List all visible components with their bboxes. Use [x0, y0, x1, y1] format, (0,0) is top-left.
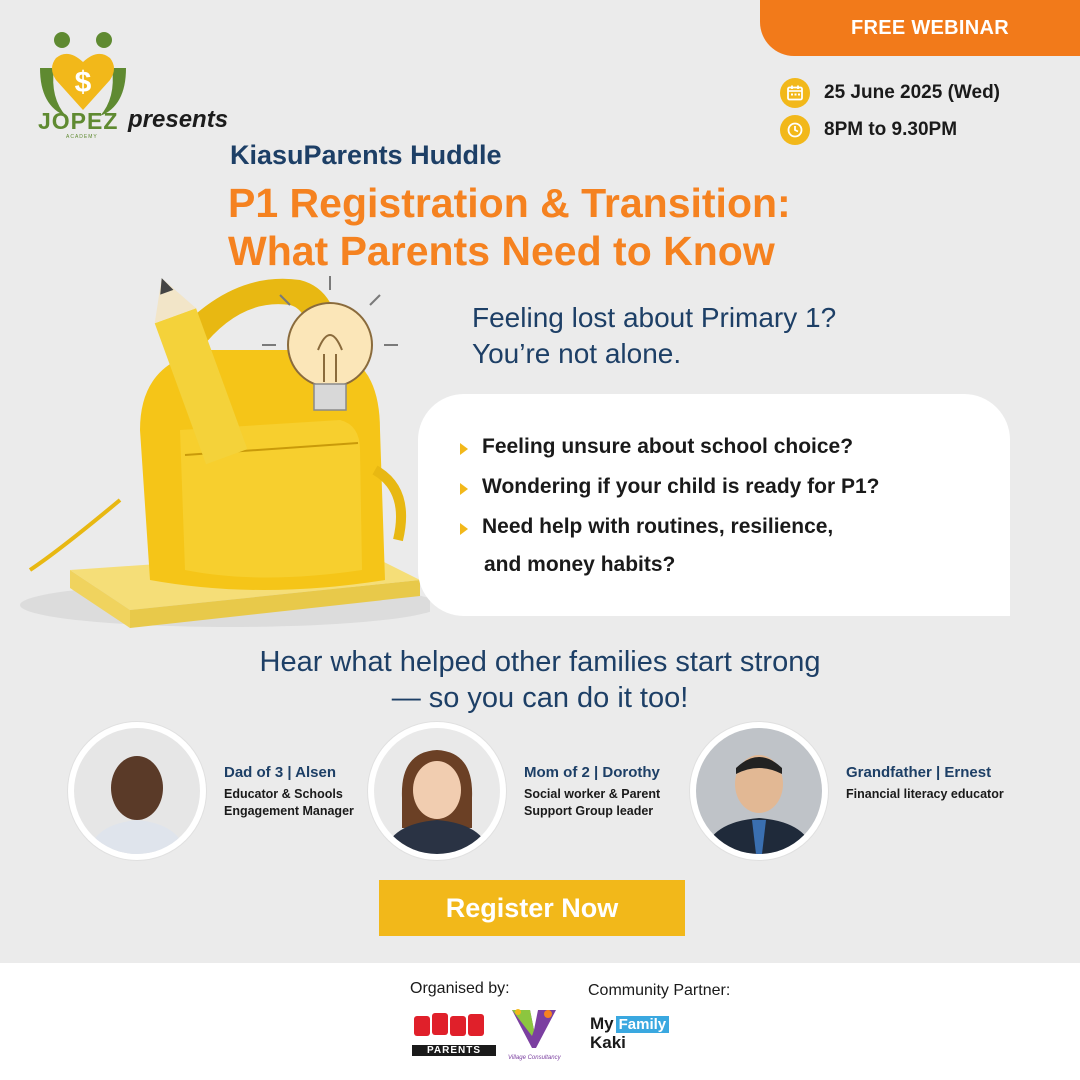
bullet-arrow-icon	[460, 443, 468, 455]
brand-name: JOPEZ	[38, 108, 119, 134]
brand-sub: ACADEMY	[66, 134, 98, 140]
event-title-line1: P1 Registration & Transition:	[228, 180, 791, 226]
speaker-name: Mom of 2 | Dorothy	[524, 764, 660, 781]
question-item-continued	[484, 553, 676, 584]
bullet-arrow-icon	[460, 523, 468, 535]
free-webinar-label: FREE WEBINAR	[850, 16, 1010, 39]
village-logo-text: Village Consultancy	[508, 1055, 561, 1061]
clock-icon	[780, 115, 810, 145]
register-now-button[interactable]: Register Now	[379, 880, 685, 936]
speaker-avatar-ernest	[690, 722, 828, 860]
presents-text: presents	[128, 106, 229, 133]
speaker-name: Grandfather | Ernest	[846, 764, 992, 781]
kiasu-logo-icon	[412, 1010, 496, 1040]
organised-by-label: Organised by:	[410, 980, 510, 997]
free-webinar-badge	[760, 0, 1080, 56]
lead-line1: Feeling lost about Primary 1?	[472, 302, 837, 333]
question-text: Wondering if your child is ready for P1?	[482, 475, 880, 498]
hear-line2: — so you can do it too!	[391, 682, 689, 714]
backpack-illustration	[0, 250, 430, 640]
myfamilykaki-logo	[590, 1014, 700, 1054]
question-item	[460, 475, 880, 506]
lead-line2: You’re not alone.	[472, 338, 682, 369]
partner-logo-my: My	[590, 1014, 614, 1033]
speaker-role: Engagement Manager	[224, 804, 354, 818]
kiasuparents-logo	[412, 1010, 496, 1054]
hear-line1: Hear what helped other families start strong	[259, 646, 821, 678]
event-time: 8PM to 9.30PM	[824, 119, 958, 140]
person-avatar-icon	[74, 728, 200, 854]
question-text: Need help with routines, resilience,	[482, 515, 834, 538]
village-logo-icon	[508, 1006, 560, 1050]
partner-logo-kaki: Kaki	[590, 1033, 626, 1052]
speaker-role: Financial literacy educator	[846, 787, 1004, 801]
question-item	[460, 515, 834, 546]
kiasu-logo-text: PARENTS	[412, 1045, 496, 1056]
village-consultancy-logo	[508, 1006, 560, 1062]
person-avatar-icon	[696, 728, 822, 854]
speaker-role: Educator & Schools	[224, 787, 343, 801]
speaker-name: Dad of 3 | Alsen	[224, 764, 336, 781]
speaker-avatar-alsen	[68, 722, 206, 860]
community-partner-label: Community Partner:	[588, 982, 731, 999]
event-time-row	[780, 115, 957, 145]
partner-logo-family: Family	[616, 1016, 670, 1033]
calendar-icon	[780, 78, 810, 108]
speaker-avatar-dorothy	[368, 722, 506, 860]
question-text: Feeling unsure about school choice?	[482, 435, 854, 458]
event-date: 25 June 2025 (Wed)	[824, 82, 1001, 103]
event-series: KiasuParents Huddle	[230, 140, 502, 170]
question-item	[460, 435, 854, 466]
event-date-row	[780, 78, 1000, 108]
person-avatar-icon	[374, 728, 500, 854]
speaker-role: Social worker & Parent	[524, 787, 661, 801]
svg-text:$: $	[74, 66, 92, 99]
event-title-line2: What Parents Need to Know	[228, 228, 775, 274]
speaker-role: Support Group leader	[524, 804, 654, 818]
question-text: and money habits?	[484, 553, 676, 576]
bullet-arrow-icon	[460, 483, 468, 495]
